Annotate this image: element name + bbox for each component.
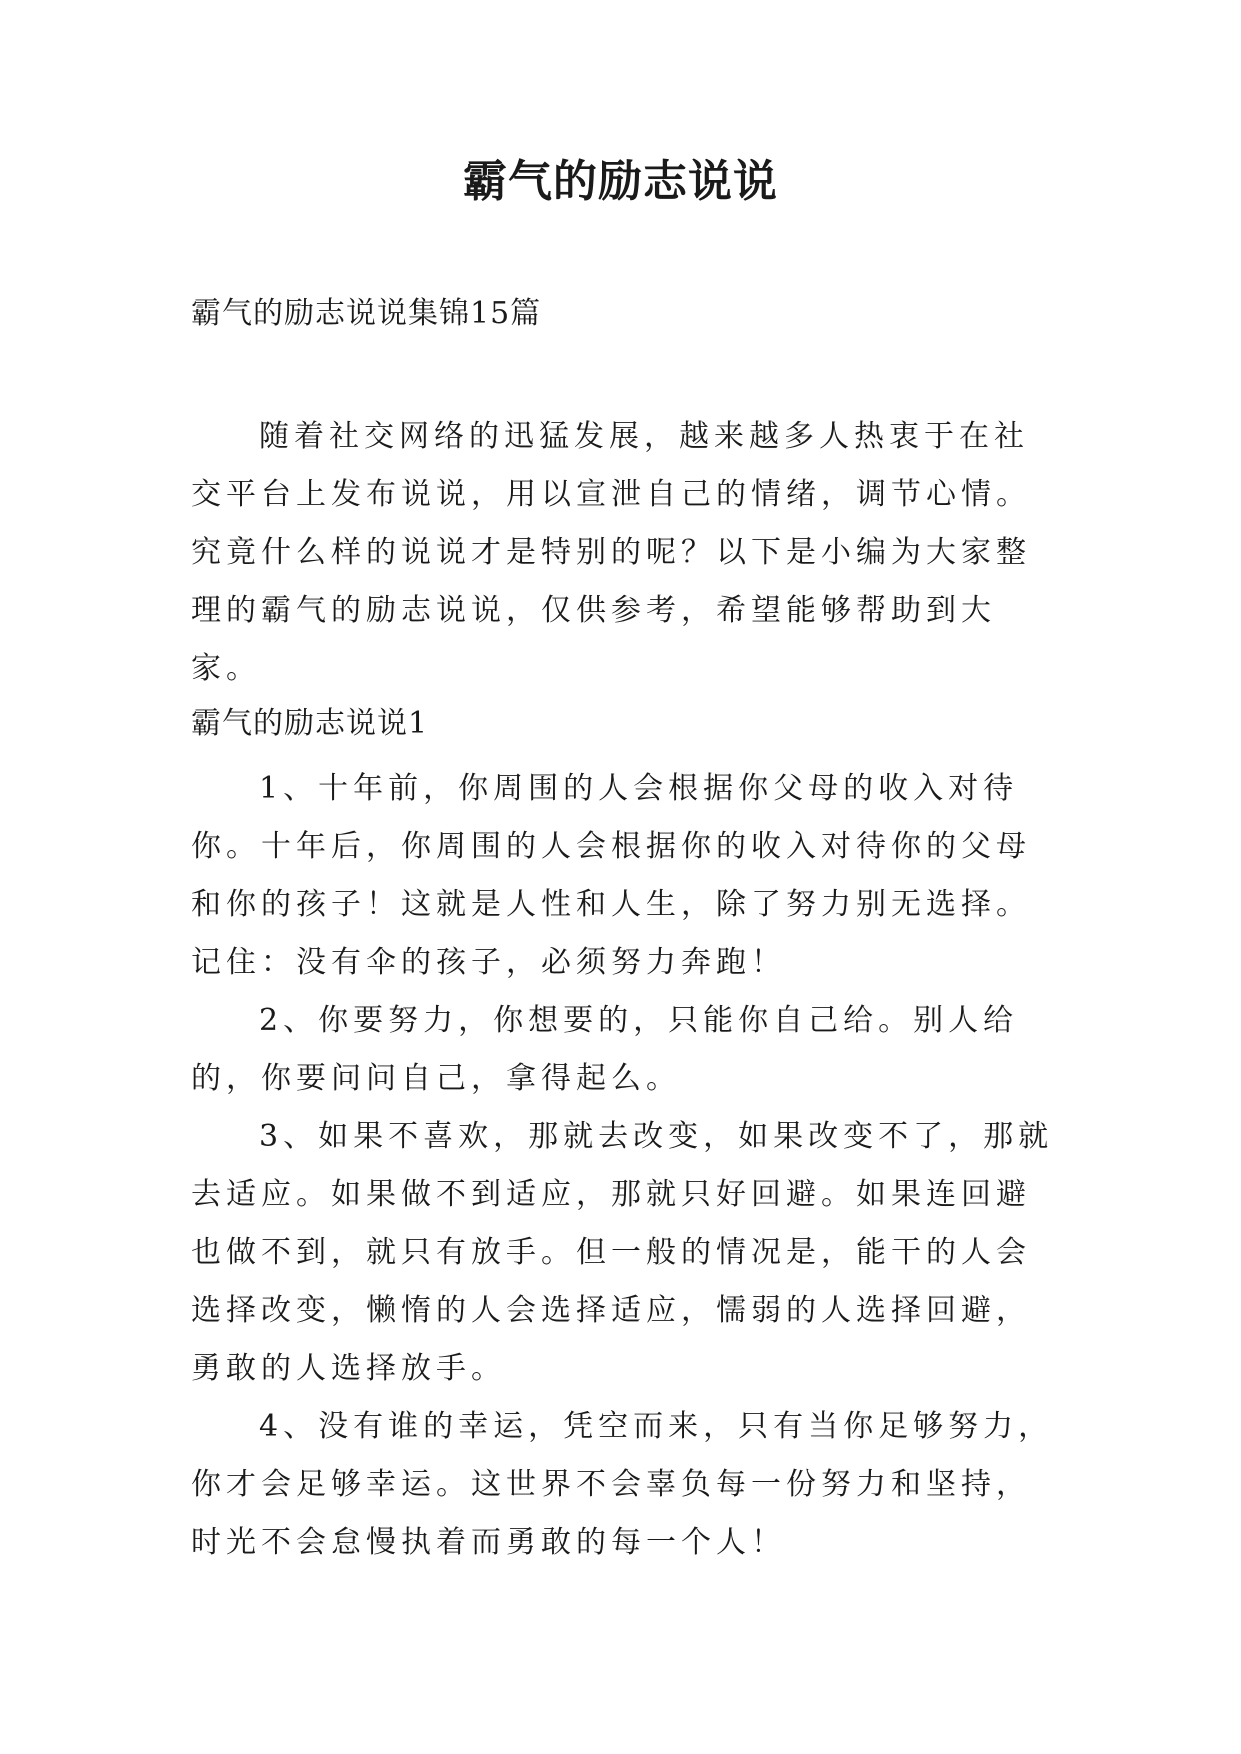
section-heading: 霸气的励志说说1 [191,706,429,741]
intro-paragraph: 随着社交网络的迅猛发展，越来越多人热衷于在社交平台上发布说说，用以宣泄自己的情绪，调节心情。究竟什么样的说说才是特别的呢？以下是小编为大家整理的霸气的励志说说，仅供参考，希望能够帮助到大家。 [191,419,1031,686]
quote-item-4: 4、没有谁的幸运，凭空而来，只有当你足够努力，你才会足够幸运。这世界不会辜负每一份努力和坚持，时光不会怠慢执着而勇敢的每一个人！ [191,1409,1054,1560]
quote-list [191,760,1061,1572]
document-title: 霸气的励志说说 [463,156,778,207]
document-subtitle: 霸气的励志说说集锦15篇 [191,296,542,331]
quote-item-3: 3、如果不喜欢，那就去改变，如果改变不了，那就去适应。如果做不到适应，那就只好回避。如果连回避也做不到，就只有放手。但一般的情况是，能干的人会选择改变，懒惰的人会选择适应，懦弱的人选择回避，勇敢的人选择放手。 [191,1119,1054,1386]
quote-item-2: 2、你要努力，你想要的，只能你自己给。别人给的，你要问问自己，拿得起么。 [191,1003,1019,1096]
quote-item-1: 1、十年前，你周围的人会根据你父母的收入对待你。十年后，你周围的人会根据你的收入对待你的父母和你的孩子！这就是人性和人生，除了努力别无选择。记住：没有伞的孩子，必须努力奔跑！ [191,771,1031,980]
